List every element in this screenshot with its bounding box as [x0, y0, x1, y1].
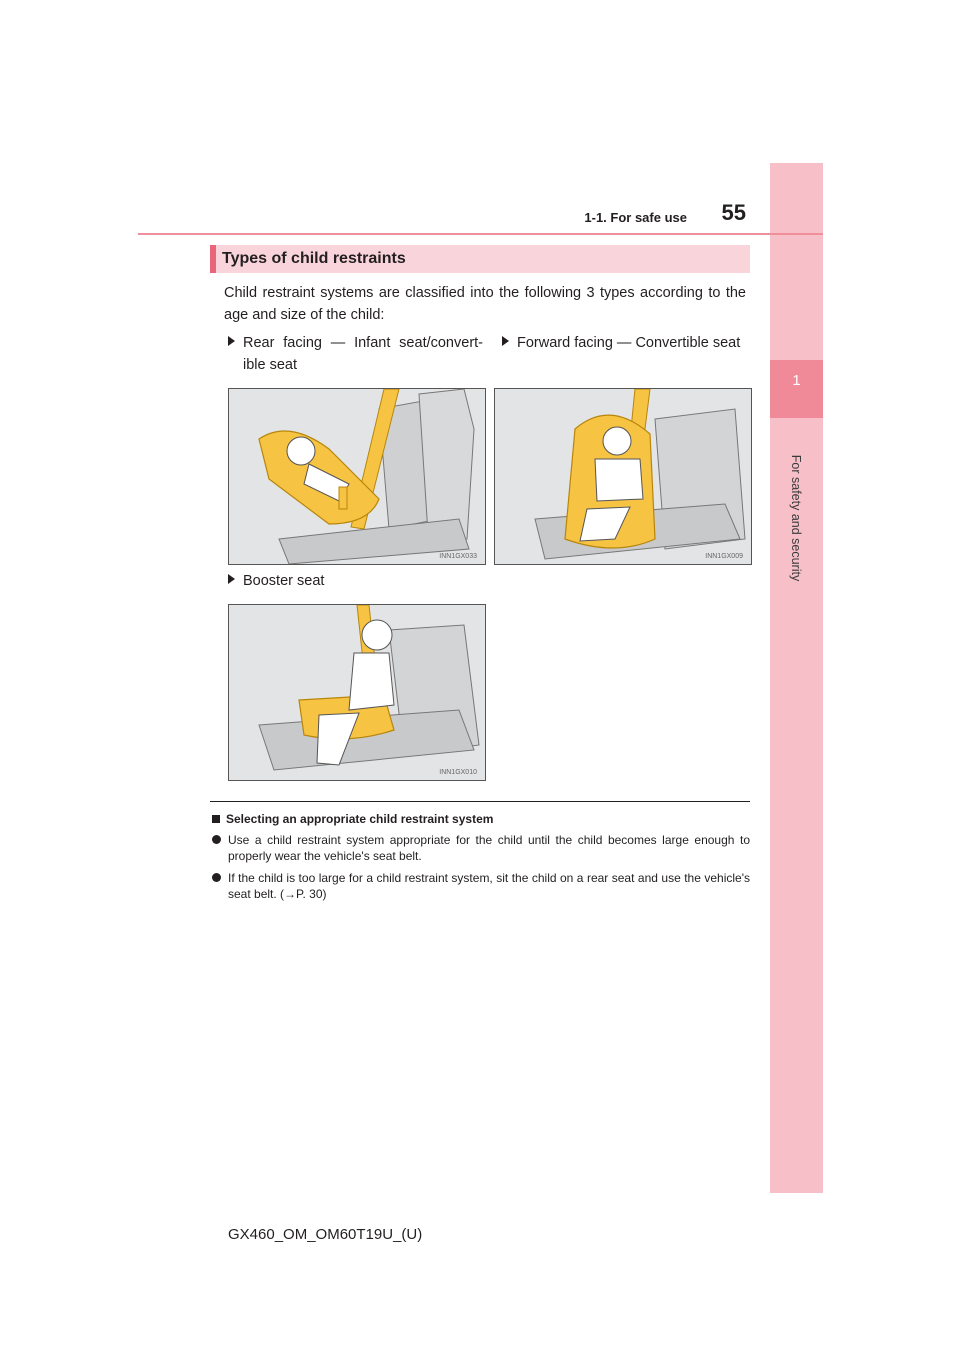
header-rule — [138, 233, 823, 235]
triangle-bullet-icon — [228, 574, 235, 584]
section-heading-accent — [210, 245, 216, 273]
chapter-number: 1 — [792, 372, 801, 389]
forward-facing-seat-illustration — [494, 388, 752, 565]
notes-rule — [210, 801, 750, 802]
note-text: Use a child restraint system appropriate for the child until the child becomes large enough to properly wear the vehicle's seat belt. — [228, 833, 750, 863]
type-label: Booster seat — [243, 573, 325, 589]
figure-code: INN1GX033 — [439, 553, 477, 560]
chapter-sidebar — [770, 163, 823, 1193]
section-title: 1-1. For safe use — [584, 210, 687, 225]
square-bullet-icon — [212, 815, 220, 823]
triangle-bullet-icon — [228, 336, 235, 346]
page-number: 55 — [721, 200, 746, 225]
chapter-title: For safety and security — [789, 454, 803, 582]
chapter-tab[interactable] — [770, 360, 823, 418]
rear-facing-seat-illustration — [228, 388, 486, 565]
notes-heading-text: Selecting an appropriate child restraint system — [226, 812, 494, 826]
intro-paragraph: Child restraint systems are classified into the following 3 types according to the age and size of the child: — [224, 285, 746, 323]
note-text: If the child is too large for a child restraint system, sit the child on a rear seat and use the vehicle's seat belt. (→P. 30) — [228, 871, 750, 901]
circle-bullet-icon — [212, 835, 221, 844]
type-booster — [228, 570, 484, 592]
booster-seat-illustration — [228, 604, 486, 781]
notes-heading — [212, 812, 493, 826]
document-code: GX460_OM_OM60T19U_(U) — [228, 1226, 423, 1243]
triangle-bullet-icon — [502, 336, 509, 346]
type-forward-facing — [502, 332, 746, 354]
figure-code: INN1GX010 — [439, 769, 477, 776]
circle-bullet-icon — [212, 873, 221, 882]
note-item — [212, 832, 750, 864]
figure-code: INN1GX009 — [705, 553, 743, 560]
type-label: Rear facing — Infant seat/convert-ible seat — [243, 335, 483, 373]
section-heading: Types of child restraints — [222, 250, 406, 267]
type-rear-facing — [228, 332, 484, 376]
type-label: Forward facing — Convertible seat — [517, 335, 741, 351]
note-item — [212, 870, 750, 902]
